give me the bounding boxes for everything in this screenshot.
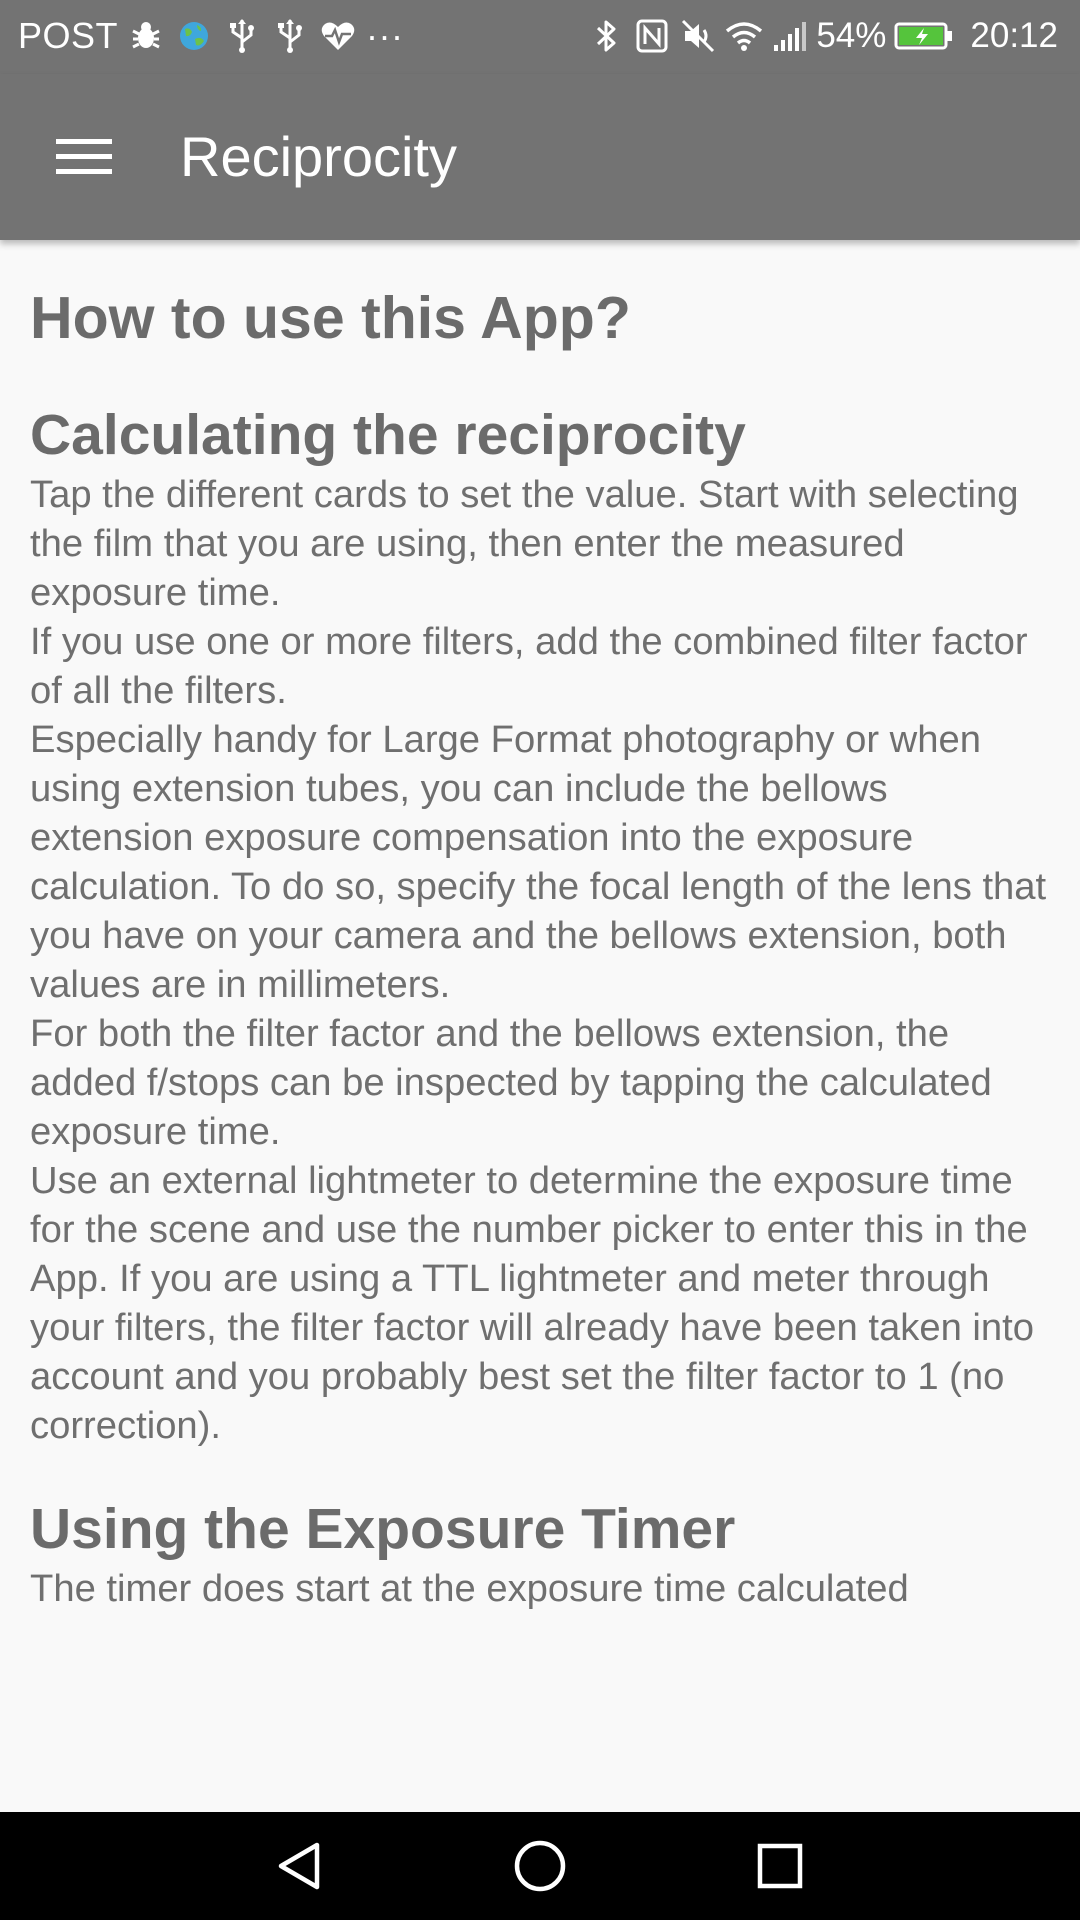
battery-percent: 54% xyxy=(816,16,887,55)
carrier-label: POST xyxy=(18,15,119,56)
wifi-icon xyxy=(724,14,764,58)
section-heading-exposure-timer: Using the Exposure Timer xyxy=(30,1497,736,1561)
back-icon xyxy=(273,1839,327,1893)
paragraph-tap-cards: Tap the different cards to set the value. Start with selecting the film that you are using, then enter the measured exposure time. xyxy=(30,473,1019,614)
page-heading: How to use this App? xyxy=(30,285,631,351)
system-navigation-bar xyxy=(0,1812,1080,1920)
recents-button[interactable] xyxy=(748,1834,812,1898)
heart-rate-icon xyxy=(318,14,358,58)
status-left-group xyxy=(18,14,403,58)
nfc-icon xyxy=(632,14,672,58)
section-heading-calculating: Calculating the reciprocity xyxy=(30,403,746,467)
app-title: Reciprocity xyxy=(180,125,457,188)
usb-icon xyxy=(270,14,310,58)
signal-icon xyxy=(770,14,810,58)
more-notifications-indicator: ··· xyxy=(366,15,404,56)
paragraph-bellows: Especially handy for Large Format photography or when using extension tubes, you can include the bellows extension exposure compensation into the exposure calculation. To do so, specify the focal length of the lens that you have on your camera and the bellows extension, both values are in millimeters. xyxy=(30,718,1047,1006)
status-bar xyxy=(0,0,1080,74)
clock: 20:12 xyxy=(970,16,1058,55)
hamburger-menu-icon xyxy=(54,135,114,179)
bug-icon xyxy=(126,14,166,58)
mute-icon xyxy=(678,14,718,58)
battery-charging-icon xyxy=(892,14,956,58)
status-right-group xyxy=(586,14,1058,58)
paragraph-lightmeter: Use an external lightmeter to determine the exposure time for the scene and use the number picker to enter this in the App. If you are using a TTL lightmeter and meter through your filters, the filter factor will already have been taken into account and you probably best set the filter factor to 1 (no correction). xyxy=(30,1159,1034,1447)
paragraph-filters: If you use one or more filters, add the combined filter factor of all the filters. xyxy=(30,620,1028,712)
app-bar xyxy=(0,74,1080,240)
bluetooth-icon xyxy=(586,14,626,58)
paragraph-fstops: For both the filter factor and the bellows extension, the added f/stops can be inspected by tapping the calculated exposure time. xyxy=(30,1012,992,1153)
globe-icon xyxy=(174,14,214,58)
navigation-menu-button[interactable] xyxy=(48,124,120,190)
home-button[interactable] xyxy=(508,1834,572,1898)
help-content-inner xyxy=(0,240,1080,1613)
home-icon xyxy=(512,1838,568,1894)
paragraph-timer: The timer does start at the exposure time calculated xyxy=(30,1567,909,1610)
usb-icon xyxy=(222,14,262,58)
help-content[interactable] xyxy=(0,240,1080,1776)
recents-icon xyxy=(755,1841,805,1891)
back-button[interactable] xyxy=(268,1834,332,1898)
